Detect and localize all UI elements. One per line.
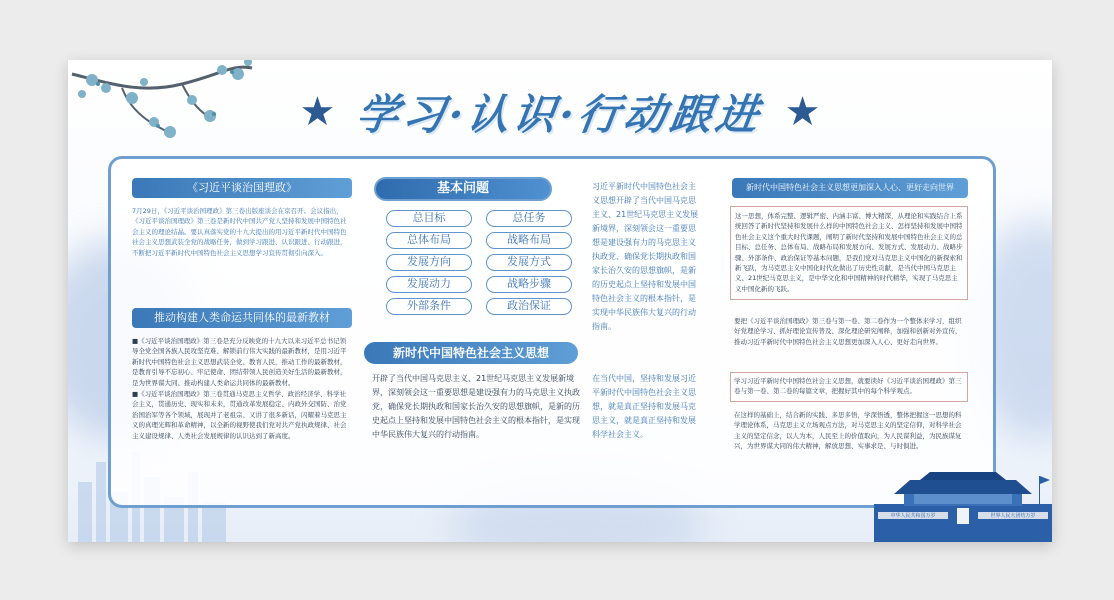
intro-paragraph: [132, 206, 352, 259]
ribbon-right-heading: 新时代中国特色社会主义思想更加深入人心、更好走向世界: [732, 178, 968, 198]
basic-issue-chip: 发展动力: [386, 276, 472, 293]
gate-banner-right: 世界人民大团结万岁: [990, 513, 1036, 519]
left-body-para-1: ■《习近平谈治国理政》第三卷是充分反映党的十九大以来习近平总书记领导全党全国各族人民攻坚克难、解锁前行伟大实践的最新教材，是用习近平新时代中国特色社会主义思想武装全党、教育人民，推动工作的最新教材，是教育引导不忘初心、牢记使命、团结带领人民创造美好生活的最新教材，是为世界谋大同、推动构建人类命运共同体的最新教材。: [132, 337, 347, 387]
left-body: [132, 336, 352, 442]
right-para-group: [734, 316, 966, 348]
ribbon-new-era-thought: 新时代中国特色社会主义思想: [364, 342, 578, 364]
star-right-icon: ★: [784, 89, 821, 135]
gate-banner-left: 中华人民共和国万岁: [890, 513, 936, 519]
intro-text: 7月29日，《习近平谈治国理政》第三卷出版座谈会在京召开。会议指出，《习近平谈治国理政》第三卷是新时代中国共产党人坚持和发展中国特色社会主义的理论结晶。要认真落实党的十九大提出的用习近平新时代中国特色社会主义思想武装全党的战略任务，做到学习跟进、认识跟进、行动跟进，不断把习近平新时代中国特色社会主义思想学习宣传贯彻引向深入。: [132, 207, 347, 257]
column3-para-2: 在当代中国，坚持和发展习近平新时代中国特色社会主义思想，就是真正坚持和发展马克思主义，就是真正坚持和发展科学社会主义。: [592, 374, 696, 439]
column3-para-1: 习近平新时代中国特色社会主义思想开辟了当代中国马克思主义、21世纪马克思主义发展新境界，深刻领会这一重要思想是建设强有力的马克思主义执政党、确保党长期执政和国家长治久安的思想旗帜，是新的历史起点上坚持和发展中国特色社会主义的根本指针，是实现中华民族伟大复兴的行动指南。: [592, 182, 699, 331]
ribbon-community-textbook: 推动构建人类命运共同体的最新教材: [132, 308, 352, 328]
poster-board: [68, 60, 1052, 542]
column3-body: [592, 180, 702, 335]
basic-issues-title: 基本问题: [374, 177, 552, 201]
right-para-2: 要把《习近平谈治国理政》第三卷与第一卷、第二卷作为一个整体来学习，组织好党理论学习、抓好理论宣传普及、深化理论研究阐释，加强和创新对外宣传，推动习近平新时代中国特色社会主义思想更加深入人心、更好走向世界。: [734, 317, 962, 346]
left-body-para-2: ■《习近平谈治国理政》第三卷贯通马克思主义哲学、政治经济学、科学社会主义，贯通历史、现实和未来，贯通改革发展稳定、内政外交国防、治党治国治军等各个领域，展现并了老祖宗、又讲了很多新话，闪耀着马克思主义的真理光辉和革命精神，以全新的视野使我们党对共产党执政规律、社会主义建设规律、人类社会发展规律的认识达到了新高度。: [132, 389, 347, 440]
basic-issue-chip: 政治保证: [486, 298, 572, 315]
title-row: [68, 84, 1052, 140]
middle-body-text: 开辟了当代中国马克思主义、21世纪马克思主义发展新境界，深刻领会这一重要思想是建设强有力的马克思主义执政党，确保党长期执政和国家长治久安的思想旗帜，是新的历史起点上坚持和发展中国特色社会主义的根本指针，是实现中华民族伟大复兴的行动指南。: [372, 374, 580, 439]
basic-issue-chip: 总目标: [386, 210, 472, 227]
basic-issue-chip: 战略步骤: [486, 276, 572, 293]
right-box-1: [730, 206, 968, 300]
right-box-2: [730, 372, 968, 402]
star-left-icon: ★: [299, 89, 336, 135]
main-title: 学习·认识·行动跟进: [353, 90, 766, 139]
column3-body-2: [592, 372, 702, 443]
basic-issue-chip: 发展方向: [386, 254, 472, 271]
right-para-1: 这一思想，体系完整、逻辑严密、内涵丰富、博大精深，从理论和实践结合上系统回答了新时代坚持和发展什么样的中国特色社会主义、怎样坚持和发展中国特色社会主义这个重大时代课题，阐明了新时代坚持和发展中国特色社会主义的总目标、总任务、总体布局、战略布局和发展方向、发展方式、发展动力、战略步骤、外部条件、政治保证等基本问题，是我们党对马克思主义中国化的新探索和新飞跃，为马克思主义中国化时代化做出了历史性贡献，是当代中国马克思主义、21世纪马克思主义，是中华文化和中国精神的时代精华，实现了马克思主义中国化新的飞跃。: [735, 212, 963, 293]
right-para-4: 在这样的基础上，结合新的实践、多思多悟，学深悟透，整体把握这一思想的科学理论体系，马克思主义立场观点方法，对马克思主义的坚定信仰，对科学社会主义的坚定信念，以人为本，人民至上的价值取向，为人民谋利益，为民族谋复兴，为世界谋大同的伟大精神，解放思想、实事求是、与时俱进。: [734, 411, 962, 451]
basic-issue-chip: 发展方式: [486, 254, 572, 271]
tiananmen-gate-icon: [874, 470, 1052, 542]
basic-issue-chip: 总任务: [486, 210, 572, 227]
middle-body: [372, 372, 584, 443]
right-para-group-2: [734, 410, 966, 453]
basic-issue-chip: 外部条件: [386, 298, 472, 315]
right-para-3: 学习习近平新时代中国特色社会主义思想，就要读好《习近平谈治国理政》第三卷与第一卷、第二卷的每篇文章，把握好其中的每个科学观点。: [734, 377, 962, 396]
ribbon-book-title: 《习近平谈治国理政》: [132, 178, 352, 198]
basic-issue-chip: 总体布局: [386, 232, 472, 249]
basic-issue-chip: 战略布局: [486, 232, 572, 249]
